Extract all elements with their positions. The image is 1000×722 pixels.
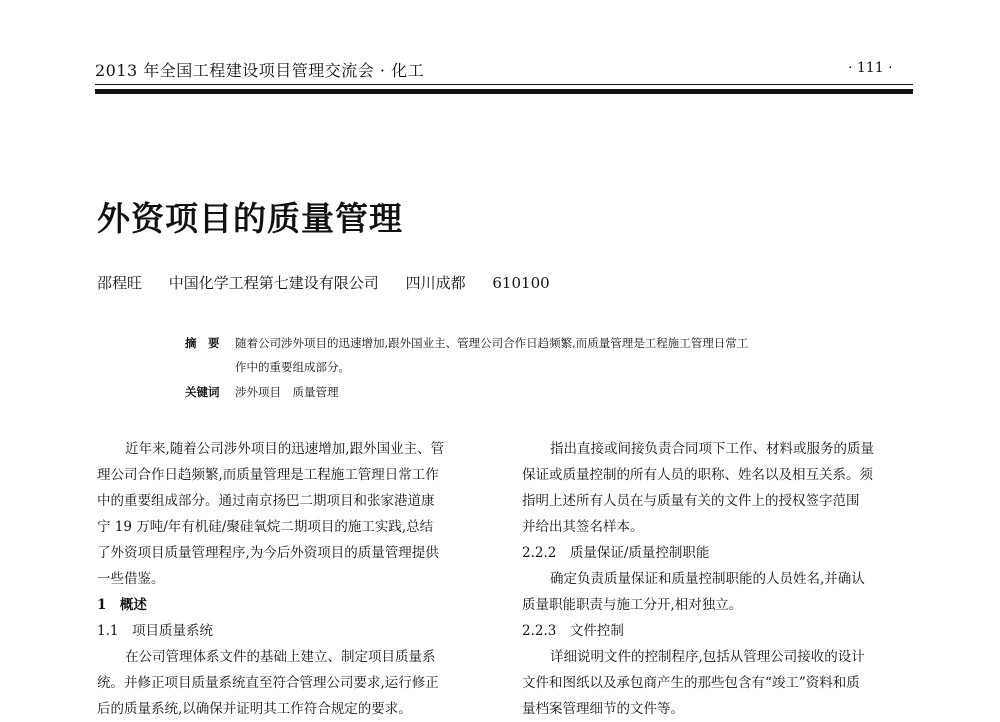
body-line: 理公司合作日趋频繁,而质量管理是工程施工管理日常工作 (97, 467, 439, 483)
body-line: 近年来,随着公司涉外项目的迅速增加,跟外国业主、管 (125, 441, 445, 457)
body-line: 统。并修正项目质量系统直至符合管理公司要求,运行修正 (97, 675, 439, 691)
body-line: 确定负责质量保证和质量控制职能的人员姓名,并确认 (550, 571, 865, 587)
body-line: 量档案管理细节的文件等。 (522, 701, 684, 717)
body-line: 保证或质量控制的所有人员的职称、姓名以及相互关系。须 (522, 467, 873, 483)
author-line (97, 272, 550, 293)
body-line: 文件和图纸以及承包商产生的那些包含有“竣工”资料和质 (522, 675, 860, 691)
body-line: 宁 19 万吨/年有机硅/聚硅氧烷二期项目的施工实践,总结 (97, 519, 434, 535)
author-affiliation: 中国化学工程第七建设有限公司 (168, 274, 379, 292)
body-line: 并给出其签名样本。 (522, 519, 644, 535)
body-line: 指明上述所有人员在与质量有关的文件上的授权签字范围 (522, 493, 860, 509)
abstract-label: 摘 要 (185, 336, 220, 350)
subsection-heading: 2.2.3 文件控制 (522, 623, 624, 639)
author-postcode: 610100 (492, 274, 550, 292)
keywords-line (185, 384, 865, 400)
author-city: 四川成都 (405, 274, 466, 292)
keywords-label: 关键词 (185, 385, 220, 399)
article-title: 外资项目的质量管理 (97, 199, 403, 238)
body-line: 后的质量系统,以确保并证明其工作符合规定的要求。 (97, 701, 412, 717)
body-line: 中的重要组成部分。通过南京扬巴二期项目和张家港道康 (97, 493, 435, 509)
header-rule-thin (95, 84, 913, 85)
body-line: 一些借鉴。 (97, 571, 165, 587)
header-rule-thick (95, 89, 913, 94)
abstract-text-1: 随着公司涉外项目的迅速增加,跟外国业主、管理公司合作日趋频繁,而质量管理是工程施工管理日常工 (235, 336, 749, 350)
body-line: 指出直接或间接负责合同项下工作、材料或服务的质量 (550, 441, 874, 457)
body-line: 在公司管理体系文件的基础上建立、制定项目质量系 (125, 649, 436, 665)
abstract-text-2: 作中的重要组成部分。 (235, 360, 350, 374)
body-line: 了外资项目质量管理程序,为今后外资项目的质量管理提供 (97, 545, 439, 561)
abstract-line-1 (185, 335, 865, 351)
subsection-heading: 1.1 项目质量系统 (97, 623, 213, 639)
body-line: 详细说明文件的控制程序,包括从管理公司接收的设计 (550, 649, 865, 665)
running-header-journal: 2013 年全国工程建设项目管理交流会 · 化工 (95, 61, 425, 80)
body-column-right (522, 436, 914, 722)
body-line: 质量职能职责与施工分开,相对独立。 (522, 597, 743, 613)
running-header-page-number: · 111 · (848, 60, 893, 76)
section-heading: 1 概述 (97, 597, 147, 613)
author-name: 邵程旺 (97, 274, 143, 292)
abstract-line-2 (235, 359, 915, 375)
keywords-text: 涉外项目 质量管理 (235, 385, 339, 399)
body-column-left (97, 436, 489, 722)
subsection-heading: 2.2.2 质量保证/质量控制职能 (522, 545, 710, 561)
